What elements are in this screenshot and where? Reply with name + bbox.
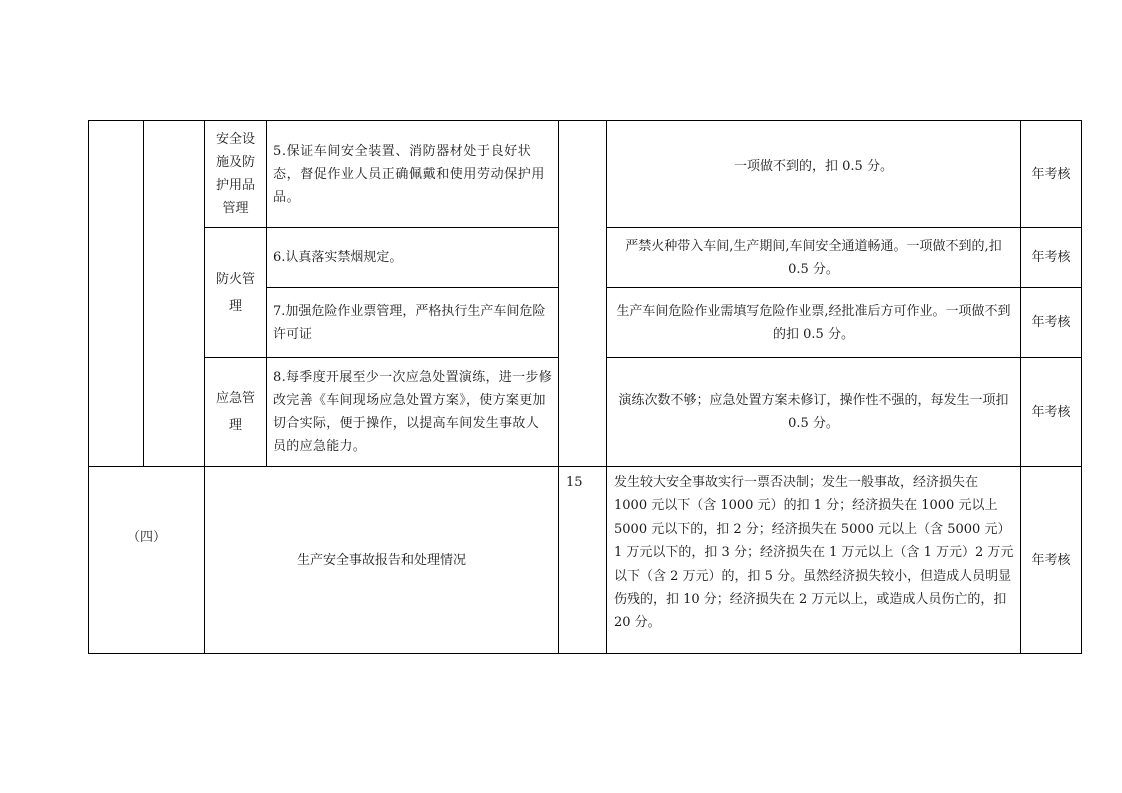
category-cell-safety-facilities xyxy=(205,121,266,227)
criteria-text: 生产车间危险作业需填写危险作业票,经批准后方可作业。一项做不到的扣 0.5 分。 xyxy=(616,303,1011,342)
category-line: 管理 xyxy=(222,201,249,216)
category-line: 安全设 xyxy=(215,132,255,147)
category-line: 理 xyxy=(228,298,242,314)
section-index-cell xyxy=(89,467,204,607)
category-line: 理 xyxy=(228,418,242,433)
criteria-cell-8 xyxy=(607,358,1020,466)
criteria-text: 一项做不到的，扣 0.5 分。 xyxy=(734,158,893,174)
period-text: 年考核 xyxy=(1031,166,1071,182)
criteria-text: 严禁火种带入车间,生产期间,车间安全通道畅通。一项做不到的,扣 0.5 分。 xyxy=(625,238,1002,277)
period-text: 年考核 xyxy=(1031,250,1071,265)
period-cell-5 xyxy=(1021,121,1081,227)
criteria-text: 演练次数不够；应急处置方案未修订，操作性不强的，每发生一项扣 0.5 分。 xyxy=(618,393,1009,431)
requirement-cell-8 xyxy=(267,358,558,466)
requirement-text: 8.每季度开展至少一次应急处置演练，进一步修改完善《车间现场应急处置方案》，使方案更加切合实际，便于操作，以提高车间发生事故人员的应急能力。 xyxy=(273,370,553,454)
requirement-text: 5.保证车间安全装置、消防器材处于良好状态，督促作业人员正确佩戴和使用劳动保护用品。 xyxy=(273,143,546,205)
category-cell-emergency-management xyxy=(205,358,266,466)
score-value: 15 xyxy=(566,475,583,490)
category-line: 护用品 xyxy=(215,178,255,193)
criteria-cell-5 xyxy=(607,121,1020,211)
score-cell xyxy=(559,467,606,653)
period-cell-accident xyxy=(1021,467,1081,653)
category-line: 应急管 xyxy=(215,391,255,406)
criteria-text: 发生较大安全事故实行一票否决制；发生一般事故，经济损失在 1000 元以下（含 1000 元）的扣 1 分；经济损失在 1000 元以上 5000 元以下的，扣 2 分；经济损失在 5000 元以上（含 5000 元）1 万元以下的，扣 3 分；经济损失在 1 万元以上（含 1 万元）2 万元以下（含 2 万元）的，扣 5 分。虽然经济损失较小，但造成人员明显伤残的，扣 10 分；经济损失在 2 万元以上，或造成人员伤亡的，扣 20 分。 xyxy=(614,475,1014,631)
criteria-cell-6 xyxy=(607,228,1020,287)
criteria-cell-accident xyxy=(607,467,1020,653)
period-text: 年考核 xyxy=(1031,404,1071,420)
period-cell-8 xyxy=(1021,358,1081,466)
table-border-right xyxy=(1081,120,1082,654)
col-divider xyxy=(143,120,144,466)
requirement-cell-5 xyxy=(267,121,558,227)
table-border-bottom xyxy=(88,653,1082,654)
requirement-text: 7.加强危险作业票管理，严格执行生产车间危险许可证 xyxy=(273,303,546,342)
requirement-cell-6 xyxy=(267,228,558,287)
period-cell-6 xyxy=(1021,228,1081,287)
category-line: 施及防 xyxy=(215,155,255,170)
category-line: 防火管 xyxy=(215,271,255,287)
category-cell-fire-management xyxy=(205,228,266,357)
section-title: 生产安全事故报告和处理情况 xyxy=(296,552,466,568)
period-cell-7 xyxy=(1021,288,1081,357)
period-text: 年考核 xyxy=(1031,315,1071,330)
section-index: （四） xyxy=(126,529,166,545)
requirement-text: 6.认真落实禁烟规定。 xyxy=(273,250,403,265)
period-text: 年考核 xyxy=(1031,552,1071,568)
section-title-cell xyxy=(205,467,558,653)
requirement-cell-7 xyxy=(267,288,558,357)
criteria-cell-7 xyxy=(607,288,1020,357)
